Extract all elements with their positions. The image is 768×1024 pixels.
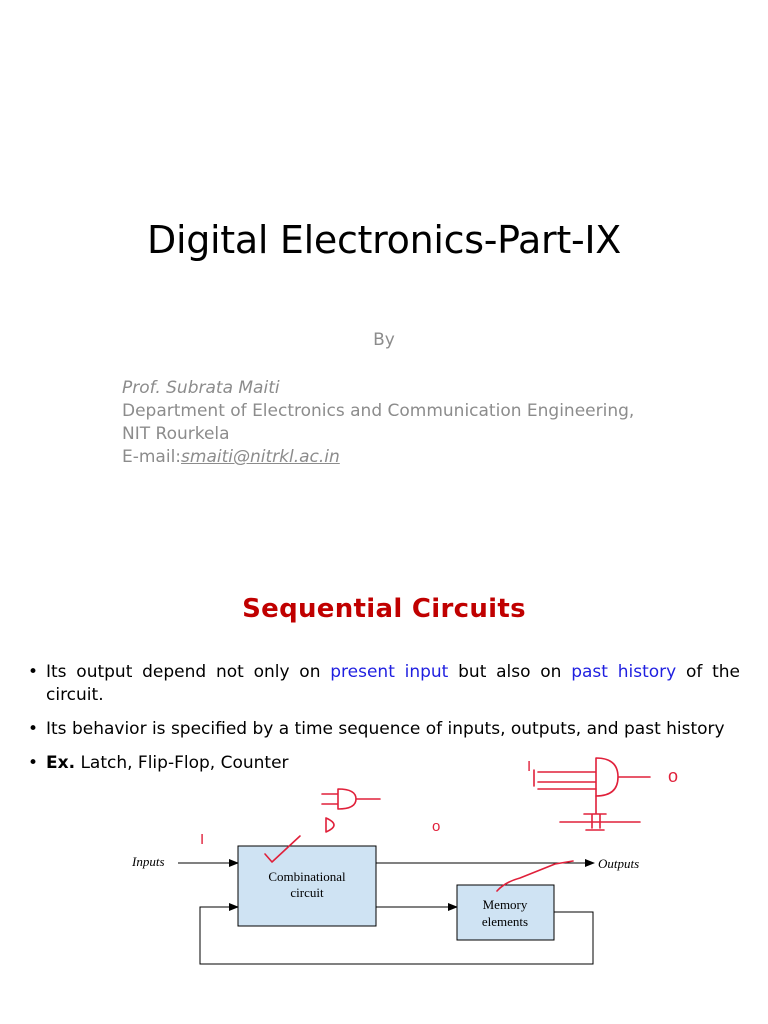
slide-title: Digital Electronics-Part-IX: [146, 218, 621, 262]
author-name: Prof. Subrata Maiti: [122, 378, 280, 398]
department: Department of Electronics and Communication Engineering,: [122, 401, 635, 421]
bullet-item: • Its output depend not only on present input but also on past history of the circuit.: [28, 662, 740, 705]
memory-label-1: Memory: [482, 897, 528, 912]
memory-box: [457, 885, 554, 940]
big-gate-sketch-icon: [534, 758, 650, 796]
gate-symbol-sketch-icon: [326, 818, 334, 832]
and-gate-sketch-icon: [322, 789, 380, 809]
example-label: Ex.: [46, 753, 76, 773]
section-title: Sequential Circuits: [242, 594, 526, 624]
one-annotation-left: I: [200, 831, 205, 848]
by-label: By: [373, 330, 395, 350]
bullet-glyph: •: [28, 719, 39, 739]
memory-label-2: elements: [481, 914, 529, 929]
combinational-label-1: Combinational: [268, 869, 346, 884]
zero-annotation-right: o: [668, 766, 679, 786]
one-annotation-right: I: [527, 758, 532, 775]
bullet-glyph: •: [28, 662, 39, 682]
bullet-glyph: •: [28, 753, 39, 773]
zero-annotation-mid: o: [432, 818, 441, 835]
highlight-past-history: past history: [571, 662, 677, 682]
sequential-circuits-slide: [0, 560, 768, 1024]
bullet-item: • Ex. Latch, Flip-Flop, Counter: [28, 753, 289, 773]
email-line: [122, 446, 634, 469]
block-diagram: [0, 560, 768, 1024]
highlight-present-input: present input: [330, 662, 449, 682]
institute: NIT Rourkela: [122, 424, 230, 444]
inputs-label: Inputs: [132, 854, 165, 869]
transistor-sketch-icon: [538, 789, 640, 830]
email-link[interactable]: smaiti@nitrkl.ac.in: [181, 447, 340, 467]
email-label: E-mail:: [122, 447, 182, 467]
combinational-label-2: circuit: [290, 885, 324, 900]
outputs-label: Outputs: [598, 856, 640, 871]
author-block: [122, 377, 634, 469]
bullet-item: • Its behavior is specified by a time sequence of inputs, outputs, and past history: [28, 719, 725, 739]
